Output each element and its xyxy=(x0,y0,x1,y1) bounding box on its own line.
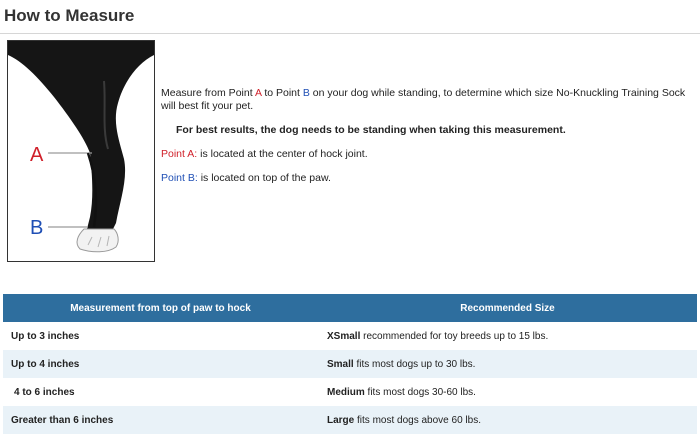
size-note: fits most dogs 30-60 lbs. xyxy=(364,386,476,398)
instruction-paragraph xyxy=(161,87,695,113)
point-b-text: is located on top of the paw. xyxy=(197,172,331,184)
point-b-description xyxy=(161,172,695,185)
measurement-cell: 4 to 6 inches xyxy=(3,378,318,406)
title-divider xyxy=(0,33,700,34)
point-a-text: is located at the center of hock joint. xyxy=(197,148,368,160)
point-a-label: Point A: xyxy=(161,148,198,160)
recommendation-cell xyxy=(318,322,697,350)
dog-leg-shape xyxy=(8,41,154,233)
point-b-label: Point B: xyxy=(161,172,198,184)
column-header-size: Recommended Size xyxy=(318,294,697,322)
measurement-cell: Up to 3 inches xyxy=(3,322,318,350)
recommendation-cell xyxy=(318,350,697,378)
size-name: Medium xyxy=(327,386,365,398)
table-row xyxy=(3,322,697,350)
size-name: Large xyxy=(327,414,355,426)
point-b-marker: B xyxy=(30,217,44,239)
instruction-text: on your dog while standing, to determine which size No-Knuckling Training Sock will best fit your pet. xyxy=(161,87,686,112)
standing-tip: For best results, the dog needs to be standing when taking this measurement. xyxy=(176,124,566,136)
size-name: XSmall xyxy=(327,330,361,342)
point-a-inline: A xyxy=(254,87,262,99)
table-row xyxy=(3,406,697,434)
dog-leg-illustration xyxy=(8,41,154,261)
size-chart-table xyxy=(3,294,697,434)
size-note: fits most dogs above 60 lbs. xyxy=(354,414,481,426)
instruction-text: Measure from Point xyxy=(161,87,255,99)
table-header-row xyxy=(3,294,697,322)
point-b-inline: B xyxy=(302,87,310,99)
measure-instructions xyxy=(161,87,695,185)
page-title: How to Measure xyxy=(4,6,135,25)
size-note: recommended for toy breeds up to 15 lbs. xyxy=(360,330,549,342)
table-row xyxy=(3,350,697,378)
recommendation-cell xyxy=(318,406,697,434)
point-a-description xyxy=(161,148,695,161)
recommendation-cell xyxy=(318,378,697,406)
table-row xyxy=(3,378,697,406)
measurement-cell: Up to 4 inches xyxy=(3,350,318,378)
dog-leg-figure xyxy=(7,40,155,262)
column-header-measurement: Measurement from top of paw to hock xyxy=(3,294,318,322)
size-note: fits most dogs up to 30 lbs. xyxy=(353,358,476,370)
size-name: Small xyxy=(327,358,354,370)
instruction-text: to Point xyxy=(261,87,303,99)
point-a-marker: A xyxy=(30,144,44,166)
paw-shape xyxy=(77,229,118,252)
measurement-cell: Greater than 6 inches xyxy=(3,406,318,434)
